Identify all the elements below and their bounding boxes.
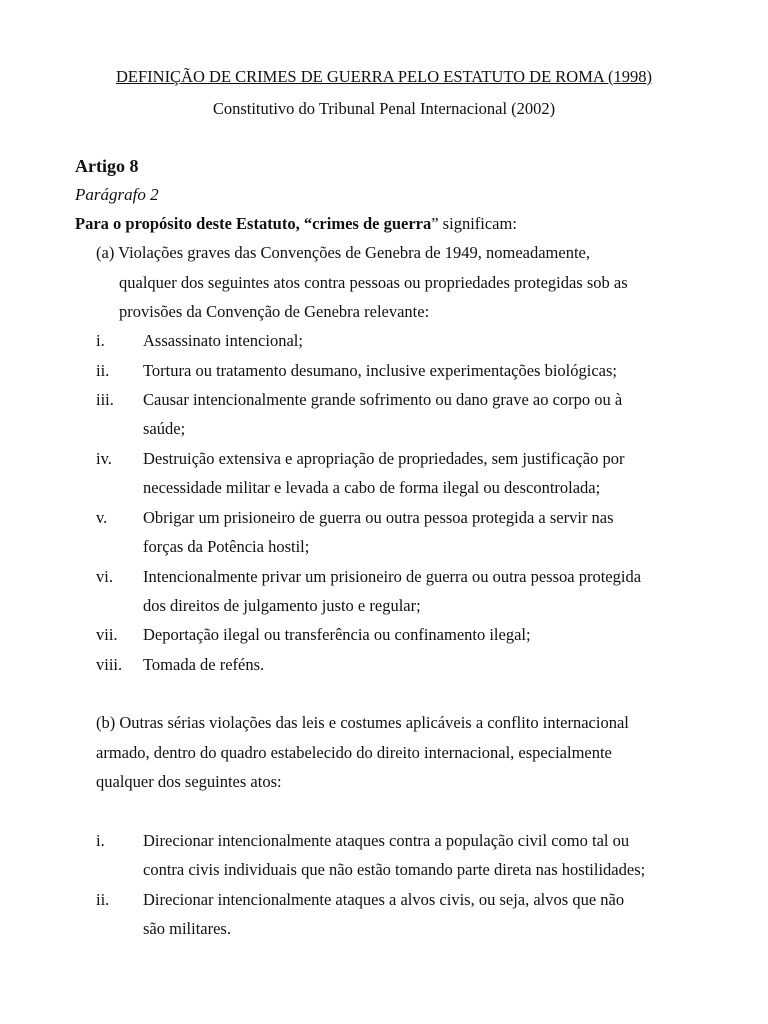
item-number: i. bbox=[96, 331, 105, 350]
item-text: Tomada de reféns. bbox=[143, 655, 265, 674]
item-number: vii. bbox=[96, 625, 118, 644]
paragraph-heading: Parágrafo 2 bbox=[75, 185, 159, 204]
document-title: DEFINIÇÃO DE CRIMES DE GUERRA PELO ESTATUTO DE ROMA (1998) bbox=[115, 67, 652, 86]
item-text: são militares. bbox=[143, 919, 231, 938]
item-text: Assassinato intencional; bbox=[143, 331, 303, 350]
section-a-line: qualquer dos seguintes atos contra pessoas ou propriedades protegidas sob as bbox=[119, 273, 628, 292]
item-number: ii. bbox=[96, 361, 110, 380]
item-number: iii. bbox=[96, 390, 114, 409]
item-text: dos direitos de julgamento justo e regular; bbox=[143, 596, 421, 615]
section-b-line: armado, dentro do quadro estabelecido do direito internacional, especialmente bbox=[96, 743, 612, 762]
item-text: saúde; bbox=[143, 419, 186, 438]
intro-rest: ” significam: bbox=[431, 214, 517, 233]
item-text: Tortura ou tratamento desumano, inclusive experimentações biológicas; bbox=[143, 361, 617, 380]
intro-bold: Para o propósito deste Estatuto, “crimes de guerra bbox=[75, 214, 432, 233]
document-subtitle: Constitutivo do Tribunal Penal Internacional (2002) bbox=[212, 99, 556, 118]
item-text: Direcionar intencionalmente ataques a alvos civis, ou seja, alvos que não bbox=[143, 890, 625, 909]
item-text: Deportação ilegal ou transferência ou confinamento ilegal; bbox=[143, 625, 531, 644]
item-text: necessidade militar e levada a cabo de forma ilegal ou descontrolada; bbox=[143, 478, 601, 497]
item-text: Direcionar intencionalmente ataques contra a população civil como tal ou bbox=[143, 831, 630, 850]
item-number: viii. bbox=[96, 655, 123, 674]
section-b-line: (b) Outras sérias violações das leis e costumes aplicáveis a conflito internacional bbox=[96, 713, 629, 732]
item-number: ii. bbox=[96, 890, 110, 909]
article-heading: Artigo 8 bbox=[75, 156, 139, 176]
item-text: forças da Potência hostil; bbox=[143, 537, 310, 556]
item-text: Causar intencionalmente grande sofrimento ou dano grave ao corpo ou à bbox=[143, 390, 623, 409]
section-b-line: qualquer dos seguintes atos: bbox=[96, 772, 282, 791]
intro-text bbox=[75, 214, 517, 234]
item-text: Destruição extensiva e apropriação de propriedades, sem justificação por bbox=[143, 449, 625, 468]
item-number: v. bbox=[96, 508, 108, 527]
item-text: Obrigar um prisioneiro de guerra ou outra pessoa protegida a servir nas bbox=[143, 508, 614, 527]
item-number: vi. bbox=[96, 567, 113, 586]
section-a-line: (a) Violações graves das Convenções de Genebra de 1949, nomeadamente, bbox=[96, 243, 590, 262]
item-text: Intencionalmente privar um prisioneiro de guerra ou outra pessoa protegida bbox=[143, 567, 642, 586]
item-text: contra civis individuais que não estão tomando parte direta nas hostilidades; bbox=[143, 860, 646, 879]
item-number: iv. bbox=[96, 449, 112, 468]
section-a-line: provisões da Convenção de Genebra relevante: bbox=[119, 302, 430, 321]
item-number: i. bbox=[96, 831, 105, 850]
